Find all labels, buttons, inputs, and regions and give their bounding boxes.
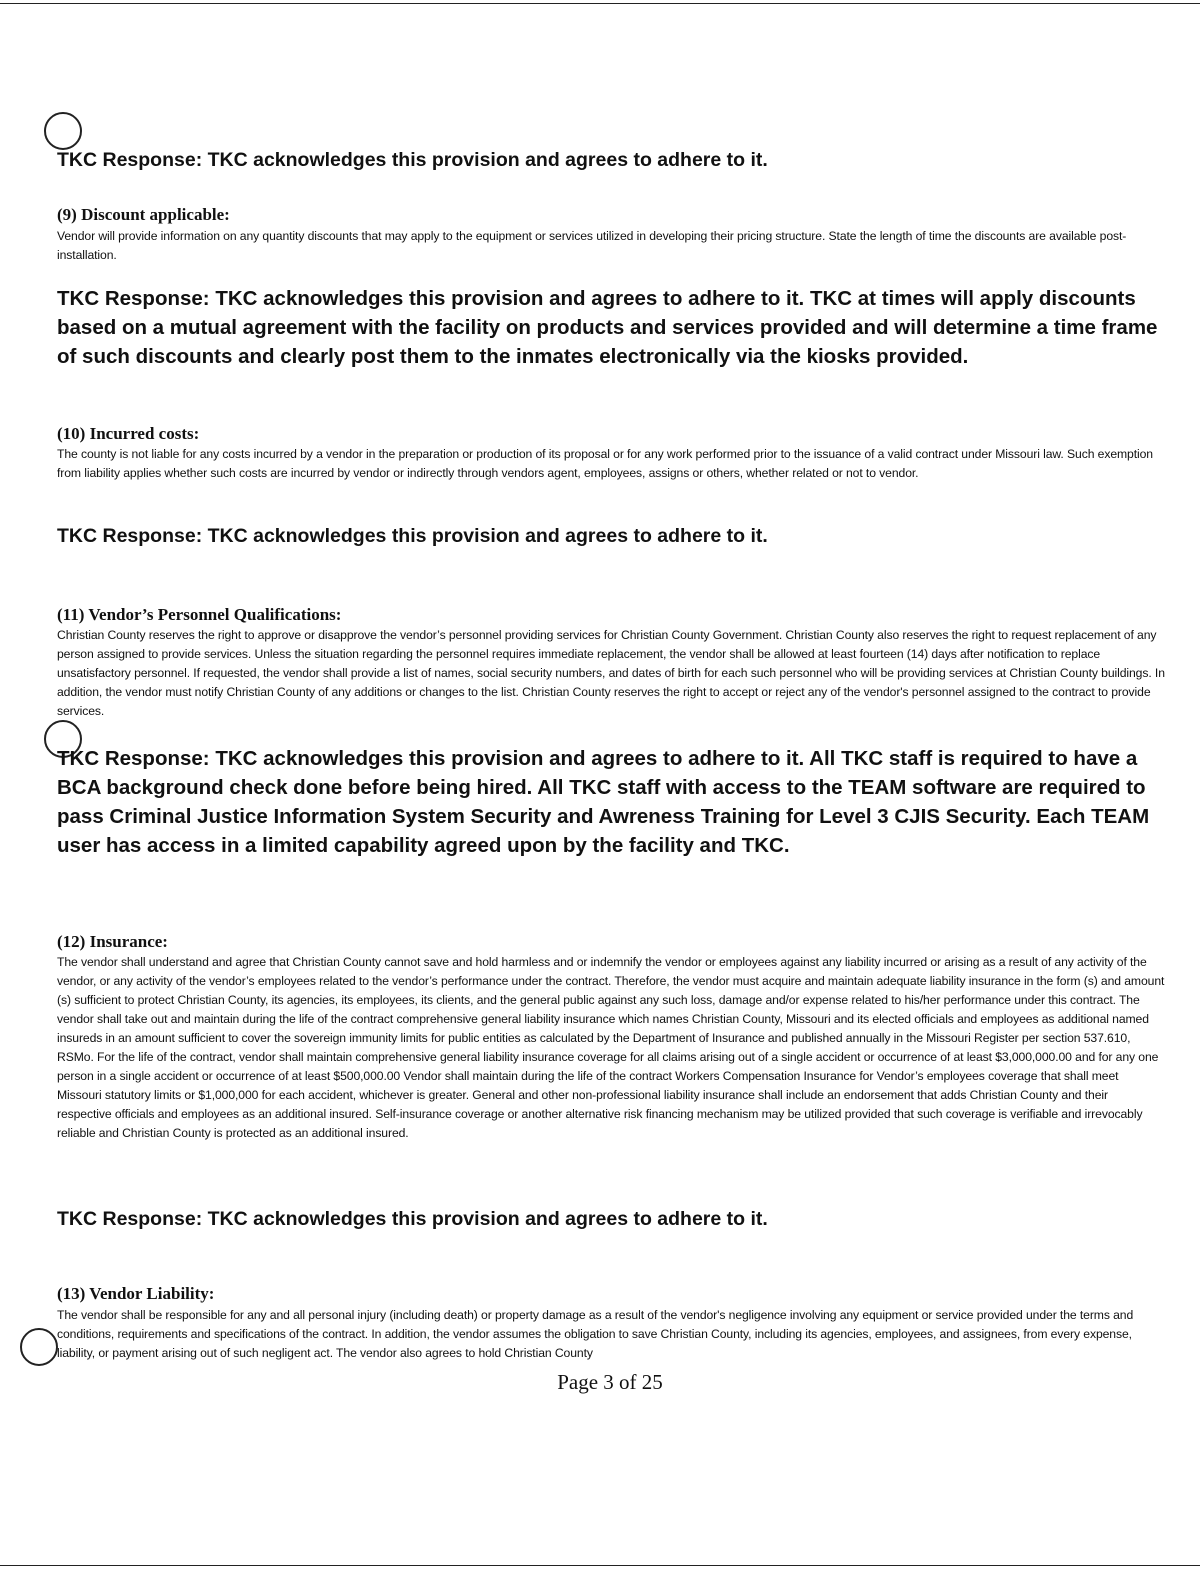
heading-section-12: (12) Insurance: (57, 932, 168, 951)
body-section-11: Christian County reserves the right to approve or disapprove the vendor’s personnel providing services for Christian County Government. Christian County also reserves the right to request replacement of any person assigned to provide services. Unless the situation regarding the personnel requires immediate replacement, the vendor shall be allowed at least fourteen (14) days after notification to replace unsatisfactory personnel. If requested, the vendor shall provide a list of names, social security numbers, and dates of birth for each such personnel who will be providing services at Christian County buildings. In addition, the vendor must notify Christian County of any additions or changes to the list. Christian County reserves the right to accept or reject any of the vendor's personnel assigned to the contract to provide services. (57, 628, 1165, 718)
punch-hole-top (44, 112, 82, 150)
heading-section-9: (9) Discount applicable: (57, 205, 230, 224)
scan-edge-top (0, 3, 1200, 4)
heading-section-10: (10) Incurred costs: (57, 424, 200, 443)
page-number: Page 3 of 25 (557, 1370, 663, 1394)
body-section-9: Vendor will provide information on any quantity discounts that may apply to the equipment or services utilized in developing their pricing structure. State the length of time the discounts are available post-installation. (57, 229, 1127, 262)
body-section-10: The county is not liable for any costs incurred by a vendor in the preparation or production of its proposal or for any work performed prior to the issuance of a valid contract under Missouri law. Such exemption from liability applies whether such costs are incurred by vendor or indirectly through vendors agent, employees, assigns or others, whether related or not to vendor. (57, 447, 1153, 480)
response-section-9: TKC Response: TKC acknowledges this provision and agrees to adhere to it. TKC at times will apply discounts based on a mutual agreement with the facility on products and services provided and will determine a time frame of such discounts and clearly post them to the inmates electronically via the kiosks provided. (57, 287, 1158, 368)
heading-section-13: (13) Vendor Liability: (57, 1284, 215, 1303)
heading-section-11: (11) Vendor’s Personnel Qualifications: (57, 605, 342, 624)
body-section-13: The vendor shall be responsible for any and all personal injury (including death) or property damage as a result of the vendor's negligence involving any equipment or service provided under the terms and conditions, requirements and specifications of the contract. In addition, the vendor assumes the obligation to save Christian County, including its agencies, employees, and assignees, from every expense, liability, or payment arising out of such negligent act. The vendor also agrees to hold Christian County (57, 1308, 1134, 1360)
scan-edge-bottom (0, 1565, 1200, 1566)
body-section-12: The vendor shall understand and agree that Christian County cannot save and hold harmless and or indemnify the vendor or employees against any liability incurred or arising as a result of any activity of the vendor, or any activity of the vendor’s employees related to the vendor’s performance under the contract. Therefore, the vendor must acquire and maintain adequate liability insurance in the form (s) and amount (s) sufficient to protect Christian County, its agencies, its employees, its clients, and the general public against any such loss, damage and/or expense related to his/her performance under this contract. The vendor shall take out and maintain during the life of the contract comprehensive general liability insurance which names Christian County, Missouri and its elected officials and employees as additional named insureds in an amount sufficient to cover the sovereign immunity limits for public entities as calculated by the Department of Insurance and published annually in the Missouri Register per section 537.610, RSMo. For the life of the contract, vendor shall maintain comprehensive general liability insurance coverage for all claims arising out of a single accident or occurrence of at least $3,000,000.00 and for any one person in a single accident or occurrence of at least $500,000.00 Vendor shall maintain during the life of the contract Workers Compensation Insurance for Vendor’s employees coverage that shall meet Missouri statutory limits or $1,000,000 for each accident, whichever is greater. General and other non-professional liability insurance shall include an endorsement that adds Christian County and their respective officials and employees as an additional insured. Self-insurance coverage or another alternative risk financing mechanism may be utilized provided that such coverage is verifiable and irrevocably reliable and Christian County is protected as an additional insured. (57, 955, 1165, 1140)
response-section-8: TKC Response: TKC acknowledges this provision and agrees to adhere to it. (57, 149, 768, 171)
response-section-12: TKC Response: TKC acknowledges this provision and agrees to adhere to it. (57, 1208, 768, 1230)
punch-hole-bottom (20, 1328, 58, 1366)
response-section-10: TKC Response: TKC acknowledges this provision and agrees to adhere to it. (57, 525, 768, 547)
response-section-11: TKC Response: TKC acknowledges this provision and agrees to adhere to it. All TKC staff is required to have a BCA background check done before being hired. All TKC staff with access to the TEAM software are required to pass Criminal Justice Information System Security and Awreness Training for Level 3 CJIS Security. Each TEAM user has access in a limited capability agreed upon by the facility and TKC. (57, 747, 1150, 857)
